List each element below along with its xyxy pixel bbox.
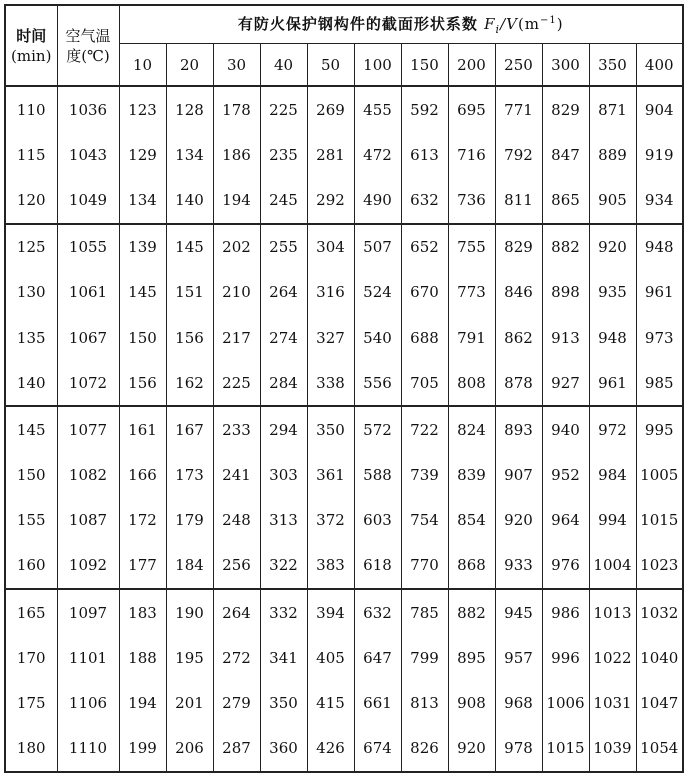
value-cell: 934 xyxy=(636,177,683,223)
temperature-cell: 1082 xyxy=(57,453,119,498)
value-cell: 907 xyxy=(495,453,542,498)
value-cell: 415 xyxy=(307,680,354,725)
temperature-cell: 1061 xyxy=(57,270,119,315)
value-cell: 829 xyxy=(542,86,589,132)
value-cell: 248 xyxy=(213,498,260,543)
value-cell: 292 xyxy=(307,177,354,223)
time-cell: 155 xyxy=(5,498,57,543)
value-cell: 350 xyxy=(307,406,354,452)
value-cell: 269 xyxy=(307,86,354,132)
table-header xyxy=(5,5,683,86)
value-cell: 161 xyxy=(119,406,166,452)
value-cell: 994 xyxy=(589,498,636,543)
value-cell: 145 xyxy=(119,270,166,315)
value-cell: 695 xyxy=(448,86,495,132)
value-cell: 166 xyxy=(119,453,166,498)
value-cell: 206 xyxy=(166,726,213,772)
value-cell: 140 xyxy=(166,177,213,223)
value-cell: 241 xyxy=(213,453,260,498)
value-cell: 341 xyxy=(260,635,307,680)
value-cell: 986 xyxy=(542,589,589,635)
value-cell: 225 xyxy=(260,86,307,132)
value-cell: 647 xyxy=(354,635,401,680)
value-cell: 588 xyxy=(354,453,401,498)
value-cell: 948 xyxy=(589,315,636,360)
value-cell: 294 xyxy=(260,406,307,452)
value-cell: 854 xyxy=(448,498,495,543)
value-cell: 139 xyxy=(119,224,166,270)
value-cell: 878 xyxy=(495,360,542,406)
value-cell: 940 xyxy=(542,406,589,452)
temperature-column-header xyxy=(57,5,119,86)
value-cell: 670 xyxy=(401,270,448,315)
value-cell: 177 xyxy=(119,543,166,589)
value-cell: 360 xyxy=(260,726,307,772)
value-cell: 304 xyxy=(307,224,354,270)
temperature-cell: 1077 xyxy=(57,406,119,452)
value-cell: 705 xyxy=(401,360,448,406)
value-cell: 755 xyxy=(448,224,495,270)
value-cell: 1013 xyxy=(589,589,636,635)
temperature-cell: 1092 xyxy=(57,543,119,589)
value-cell: 178 xyxy=(213,86,260,132)
value-cell: 272 xyxy=(213,635,260,680)
value-cell: 167 xyxy=(166,406,213,452)
value-cell: 632 xyxy=(354,589,401,635)
value-cell: 235 xyxy=(260,132,307,177)
value-cell: 394 xyxy=(307,589,354,635)
section-factor-title: 有防火保护钢构件的截面形状系数 xyxy=(237,15,478,33)
time-cell: 150 xyxy=(5,453,57,498)
value-cell: 150 xyxy=(119,315,166,360)
table-body xyxy=(5,86,683,772)
value-cell: 1015 xyxy=(636,498,683,543)
value-cell: 770 xyxy=(401,543,448,589)
value-cell: 826 xyxy=(401,726,448,772)
section-factor-header xyxy=(119,5,683,44)
table-row xyxy=(5,315,683,360)
value-cell: 961 xyxy=(589,360,636,406)
value-cell: 1054 xyxy=(636,726,683,772)
value-cell: 948 xyxy=(636,224,683,270)
value-cell: 361 xyxy=(307,453,354,498)
column-header-cell: 50 xyxy=(307,44,354,87)
value-cell: 225 xyxy=(213,360,260,406)
value-cell: 811 xyxy=(495,177,542,223)
value-cell: 908 xyxy=(448,680,495,725)
time-cell: 175 xyxy=(5,680,57,725)
value-cell: 202 xyxy=(213,224,260,270)
value-cell: 652 xyxy=(401,224,448,270)
value-cell: 613 xyxy=(401,132,448,177)
time-cell: 160 xyxy=(5,543,57,589)
value-cell: 865 xyxy=(542,177,589,223)
temp-label-line2: 度(℃) xyxy=(66,46,110,65)
value-cell: 984 xyxy=(589,453,636,498)
value-cell: 895 xyxy=(448,635,495,680)
value-cell: 773 xyxy=(448,270,495,315)
value-cell: 1015 xyxy=(542,726,589,772)
table-row xyxy=(5,177,683,223)
value-cell: 985 xyxy=(636,360,683,406)
value-cell: 186 xyxy=(213,132,260,177)
value-cell: 194 xyxy=(119,680,166,725)
value-cell: 322 xyxy=(260,543,307,589)
column-header-cell: 200 xyxy=(448,44,495,87)
value-cell: 754 xyxy=(401,498,448,543)
time-cell: 120 xyxy=(5,177,57,223)
value-cell: 898 xyxy=(542,270,589,315)
value-cell: 383 xyxy=(307,543,354,589)
value-cell: 1005 xyxy=(636,453,683,498)
temperature-cell: 1072 xyxy=(57,360,119,406)
value-cell: 173 xyxy=(166,453,213,498)
value-cell: 156 xyxy=(166,315,213,360)
unit-exponent: −1 xyxy=(540,15,557,26)
value-cell: 264 xyxy=(213,589,260,635)
value-cell: 792 xyxy=(495,132,542,177)
value-cell: 556 xyxy=(354,360,401,406)
value-cell: 1032 xyxy=(636,589,683,635)
value-cell: 1039 xyxy=(589,726,636,772)
value-cell: 862 xyxy=(495,315,542,360)
value-cell: 1004 xyxy=(589,543,636,589)
value-cell: 592 xyxy=(401,86,448,132)
temperature-cell: 1110 xyxy=(57,726,119,772)
table-row xyxy=(5,86,683,132)
temperature-cell: 1043 xyxy=(57,132,119,177)
value-cell: 184 xyxy=(166,543,213,589)
value-cell: 972 xyxy=(589,406,636,452)
time-cell: 170 xyxy=(5,635,57,680)
value-cell: 332 xyxy=(260,589,307,635)
column-header-cell: 10 xyxy=(119,44,166,87)
time-cell: 115 xyxy=(5,132,57,177)
value-cell: 1006 xyxy=(542,680,589,725)
table-row xyxy=(5,360,683,406)
value-cell: 217 xyxy=(213,315,260,360)
value-cell: 426 xyxy=(307,726,354,772)
value-cell: 313 xyxy=(260,498,307,543)
table-row xyxy=(5,224,683,270)
value-cell: 785 xyxy=(401,589,448,635)
value-cell: 472 xyxy=(354,132,401,177)
column-header-cell: 250 xyxy=(495,44,542,87)
time-column-header xyxy=(5,5,57,86)
column-header-cell: 30 xyxy=(213,44,260,87)
value-cell: 183 xyxy=(119,589,166,635)
value-cell: 882 xyxy=(448,589,495,635)
value-cell: 455 xyxy=(354,86,401,132)
value-cell: 618 xyxy=(354,543,401,589)
table-row xyxy=(5,132,683,177)
value-cell: 935 xyxy=(589,270,636,315)
formula-subscript: i xyxy=(495,23,501,36)
value-cell: 952 xyxy=(542,453,589,498)
temperature-cell: 1087 xyxy=(57,498,119,543)
time-cell: 130 xyxy=(5,270,57,315)
value-cell: 920 xyxy=(448,726,495,772)
value-cell: 327 xyxy=(307,315,354,360)
value-cell: 771 xyxy=(495,86,542,132)
value-cell: 134 xyxy=(166,132,213,177)
temperature-cell: 1049 xyxy=(57,177,119,223)
time-cell: 145 xyxy=(5,406,57,452)
value-cell: 194 xyxy=(213,177,260,223)
temperature-cell: 1036 xyxy=(57,86,119,132)
table-row xyxy=(5,498,683,543)
formula-slash-v: /V xyxy=(500,15,518,33)
value-cell: 871 xyxy=(589,86,636,132)
table-row xyxy=(5,453,683,498)
value-cell: 978 xyxy=(495,726,542,772)
column-header-cell: 20 xyxy=(166,44,213,87)
value-cell: 808 xyxy=(448,360,495,406)
value-cell: 739 xyxy=(401,453,448,498)
value-cell: 172 xyxy=(119,498,166,543)
value-cell: 1047 xyxy=(636,680,683,725)
value-cell: 1040 xyxy=(636,635,683,680)
column-header-cell: 100 xyxy=(354,44,401,87)
value-cell: 791 xyxy=(448,315,495,360)
value-cell: 284 xyxy=(260,360,307,406)
value-cell: 129 xyxy=(119,132,166,177)
value-cell: 957 xyxy=(495,635,542,680)
table-row xyxy=(5,680,683,725)
value-cell: 162 xyxy=(166,360,213,406)
value-cell: 889 xyxy=(589,132,636,177)
column-header-cell: 400 xyxy=(636,44,683,87)
value-cell: 688 xyxy=(401,315,448,360)
fire-protection-table xyxy=(4,4,684,773)
time-cell: 135 xyxy=(5,315,57,360)
value-cell: 973 xyxy=(636,315,683,360)
value-cell: 945 xyxy=(495,589,542,635)
value-cell: 540 xyxy=(354,315,401,360)
table-row xyxy=(5,726,683,772)
value-cell: 996 xyxy=(542,635,589,680)
header-row-top xyxy=(5,5,683,44)
value-cell: 1022 xyxy=(589,635,636,680)
value-cell: 123 xyxy=(119,86,166,132)
value-cell: 824 xyxy=(448,406,495,452)
value-cell: 799 xyxy=(401,635,448,680)
value-cell: 964 xyxy=(542,498,589,543)
time-label-line1: 时间 xyxy=(16,26,47,45)
value-cell: 245 xyxy=(260,177,307,223)
temperature-cell: 1055 xyxy=(57,224,119,270)
value-cell: 882 xyxy=(542,224,589,270)
value-cell: 199 xyxy=(119,726,166,772)
value-cell: 145 xyxy=(166,224,213,270)
value-cell: 847 xyxy=(542,132,589,177)
value-cell: 316 xyxy=(307,270,354,315)
value-cell: 524 xyxy=(354,270,401,315)
value-cell: 674 xyxy=(354,726,401,772)
value-cell: 920 xyxy=(589,224,636,270)
value-cell: 905 xyxy=(589,177,636,223)
value-cell: 287 xyxy=(213,726,260,772)
column-header-cell: 150 xyxy=(401,44,448,87)
table-row xyxy=(5,406,683,452)
value-cell: 722 xyxy=(401,406,448,452)
value-cell: 829 xyxy=(495,224,542,270)
value-cell: 134 xyxy=(119,177,166,223)
value-cell: 1023 xyxy=(636,543,683,589)
value-cell: 968 xyxy=(495,680,542,725)
value-cell: 179 xyxy=(166,498,213,543)
value-cell: 279 xyxy=(213,680,260,725)
value-cell: 572 xyxy=(354,406,401,452)
table-row xyxy=(5,589,683,635)
value-cell: 1031 xyxy=(589,680,636,725)
value-cell: 961 xyxy=(636,270,683,315)
value-cell: 264 xyxy=(260,270,307,315)
value-cell: 716 xyxy=(448,132,495,177)
value-cell: 813 xyxy=(401,680,448,725)
time-cell: 140 xyxy=(5,360,57,406)
value-cell: 405 xyxy=(307,635,354,680)
value-cell: 350 xyxy=(260,680,307,725)
value-cell: 893 xyxy=(495,406,542,452)
value-cell: 904 xyxy=(636,86,683,132)
value-cell: 927 xyxy=(542,360,589,406)
value-cell: 188 xyxy=(119,635,166,680)
value-cell: 201 xyxy=(166,680,213,725)
time-label-line2: (min) xyxy=(11,46,52,65)
value-cell: 919 xyxy=(636,132,683,177)
value-cell: 372 xyxy=(307,498,354,543)
value-cell: 736 xyxy=(448,177,495,223)
value-cell: 603 xyxy=(354,498,401,543)
time-cell: 180 xyxy=(5,726,57,772)
column-header-cell: 300 xyxy=(542,44,589,87)
temperature-cell: 1097 xyxy=(57,589,119,635)
unit-open: (m xyxy=(517,15,541,33)
time-cell: 165 xyxy=(5,589,57,635)
temperature-cell: 1106 xyxy=(57,680,119,725)
formula-F: F xyxy=(484,15,496,33)
column-header-cell: 40 xyxy=(260,44,307,87)
value-cell: 274 xyxy=(260,315,307,360)
value-cell: 190 xyxy=(166,589,213,635)
temp-label-line1: 空气温 xyxy=(65,26,111,45)
value-cell: 661 xyxy=(354,680,401,725)
value-cell: 233 xyxy=(213,406,260,452)
temperature-cell: 1067 xyxy=(57,315,119,360)
value-cell: 338 xyxy=(307,360,354,406)
value-cell: 210 xyxy=(213,270,260,315)
value-cell: 913 xyxy=(542,315,589,360)
table-row xyxy=(5,635,683,680)
temperature-cell: 1101 xyxy=(57,635,119,680)
time-cell: 110 xyxy=(5,86,57,132)
column-header-cell: 350 xyxy=(589,44,636,87)
value-cell: 507 xyxy=(354,224,401,270)
table-row xyxy=(5,543,683,589)
value-cell: 920 xyxy=(495,498,542,543)
value-cell: 839 xyxy=(448,453,495,498)
value-cell: 632 xyxy=(401,177,448,223)
value-cell: 281 xyxy=(307,132,354,177)
time-cell: 125 xyxy=(5,224,57,270)
value-cell: 156 xyxy=(119,360,166,406)
table-row xyxy=(5,270,683,315)
value-cell: 868 xyxy=(448,543,495,589)
value-cell: 995 xyxy=(636,406,683,452)
value-cell: 255 xyxy=(260,224,307,270)
value-cell: 976 xyxy=(542,543,589,589)
value-cell: 195 xyxy=(166,635,213,680)
unit-close: ) xyxy=(556,15,564,33)
value-cell: 933 xyxy=(495,543,542,589)
value-cell: 303 xyxy=(260,453,307,498)
value-cell: 256 xyxy=(213,543,260,589)
value-cell: 846 xyxy=(495,270,542,315)
value-cell: 151 xyxy=(166,270,213,315)
value-cell: 490 xyxy=(354,177,401,223)
value-cell: 128 xyxy=(166,86,213,132)
